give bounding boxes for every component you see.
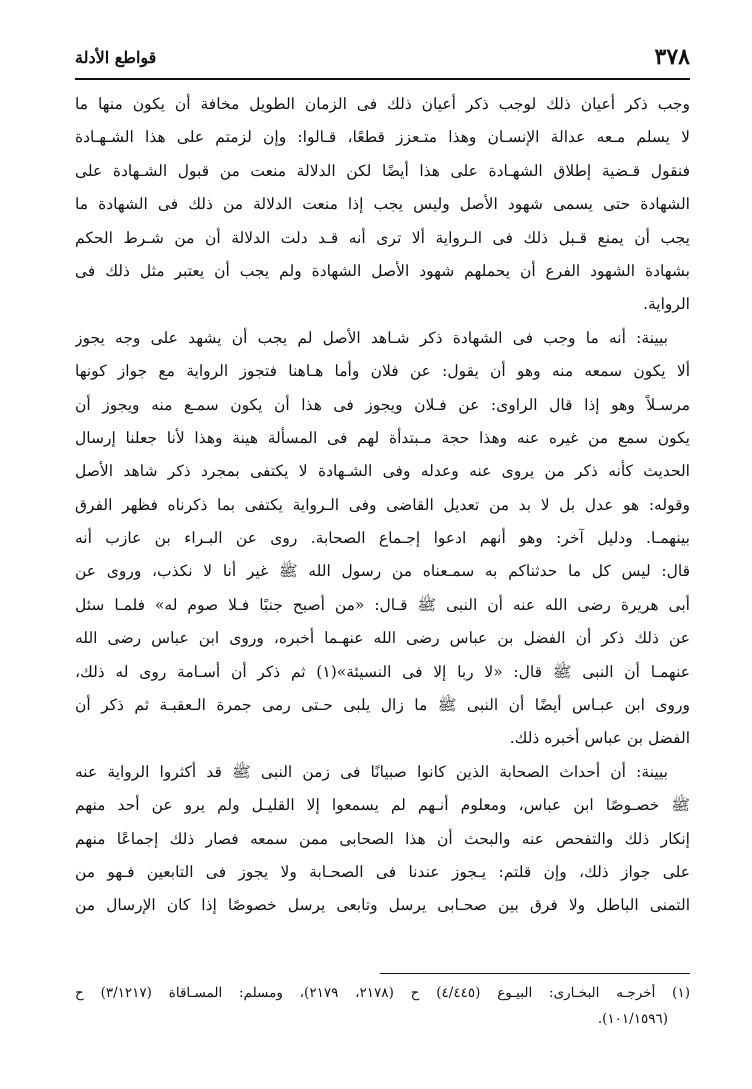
text-line: عن ذلك ذكر أن الفضل بن عباس رضى الله عنهـما أخبره، وروى ابن عباس رضى الله xyxy=(75,629,690,648)
text-line: ﷺ خصـوصًا ابن عباس، ومعلوم أنـهم لم يسمعوا إلا القليـل ولم يرو عن أحد منهم xyxy=(75,796,690,815)
text-line: إنكار ذلك والتفحص عنه والبحث أن هذا الصحابى ممن سمعه فصار ذلك إجماعًا منهم xyxy=(75,829,690,848)
text-line: قال: ليس كل ما حدثناكم به سمـعناه من رسول الله ﷺ غير أنا لا نكذب، وروى عن xyxy=(75,562,690,581)
page-header xyxy=(75,38,690,80)
text-line: أبى هريرة رضى الله عنه أن النبى ﷺ قـال: «من أصبح جنبًا فـلا صوم له» فلمـا سئل xyxy=(75,595,690,614)
text-line: ألا يكون سمعه منه وهو أن يقول: عن فلان وأما هـاهنا فتجوز الرواية مع جواز كونها xyxy=(75,362,690,381)
text-line: فنقول قـضية إطلاق الشهـادة على هذا أيضًا لكن الدلالة منعت من قبول الشـهادة على xyxy=(75,161,690,180)
paragraph-start-line: بيينة: أن أحداث الصحابة الذين كانوا صبيانًا فى زمن النبى ﷺ قد أكثروا الرواية عنه xyxy=(75,762,668,781)
text-line: الحديث كأنه ذكر من يروى عنه وعدله وفى الشـهادة لا يكتفى بمجرد ذكر شاهد الأصل xyxy=(75,462,690,481)
footnote-line: (١٠١/١٥٩٦). xyxy=(597,1011,668,1027)
text-line: وروى ابن عبـاس أيضًا أن النبى ﷺ ما زال يلبى حـتى رمى جمرة الـعقبـة ثم ذكر أن xyxy=(75,696,690,715)
text-line: يجب أن يمنع قـبل ذلك فى الـرواية ألا ترى أنه قـد دلت الدلالة أن من شـرط الحكم xyxy=(75,228,690,247)
text-line: يكون سمع من غيره عنه وهذا حجة مـبتدأة لهم فى المسألة هينة وهذا لأنا جعلنا إرسال xyxy=(75,428,690,447)
text-line: بينهمـا. ودليل آخر: وهو أنهم ادعوا إجـماع الصحابة. روى عن البـراء بن عازب أنه xyxy=(75,529,690,548)
footnote-line: (١) أخرجـه البخـارى: البيـوع (٤/٤٤٥) ح (٢١٧٨، ٢١٧٩)، ومسلم: المسـاقاة (٣/١٢١٧) ح xyxy=(75,985,690,1001)
text-line: على جواز ذلك، وإن قلتم: يـجوز عندنا فى الصحـابة ولا يجوز فى التابعين فـهو من xyxy=(75,862,690,881)
footnotes xyxy=(75,980,690,1032)
running-title: قواطع الأدلة xyxy=(75,48,157,67)
text-line: لا يسلم مـعه عدالة الإنسـان وهذا متـعزز قطعًا، قـالوا: وإن لزمتم على هذا الشـهـادة xyxy=(75,128,690,147)
text-line: الفضل بن عباس أخبره ذلك. xyxy=(509,729,690,748)
text-line: وقوله: هو عدل بل لا بد من تعديل القاضى وفى الـرواية يكتفى بما ذكرناه فظهر الفرق xyxy=(75,495,690,514)
main-text xyxy=(75,88,690,923)
text-line: بشهادة الشهود الفرع أن يحملهم شهود الأصل الشهادة ولم يجب أن يعتبر مثل ذلك فى xyxy=(75,261,690,280)
paragraph-start-line: بيينة: أنه ما وجب فى الشهادة ذكر شـاهد الأصل لم يجب أن يشهد على وجه يجوز xyxy=(75,328,668,347)
footnote-divider xyxy=(380,973,690,974)
text-line: مرسـلاً وهو إذا قال الراوى: عن فـلان ويجوز فى هذا أن يكون سمـع منه ويجوز أن xyxy=(75,395,690,414)
text-line: الشهادة حتى يسمى شهود الأصل وليس يجب إذا منعت الدلالة من ذلك فى الشهادة ما xyxy=(75,195,690,214)
text-line: عنهمـا أن النبى ﷺ قال: «لا ربا إلا فى النسيئة»(١) ثم ذكر أن أسـامة روى له ذلك، xyxy=(75,662,690,681)
page-number: ٣٧٨ xyxy=(654,44,690,70)
text-line: التمنى الباطل ولا فرق بين صحـابى يرسل وتابعى يرسل خصوصًا إذا كان الإرسال من xyxy=(75,896,690,915)
text-line: وجب ذكر أعيان ذلك لوجب ذكر أعيان ذلك فى الزمان الطويل مخافة أن يكون منها ما xyxy=(75,95,690,113)
text-line: الرواية. xyxy=(643,295,690,314)
